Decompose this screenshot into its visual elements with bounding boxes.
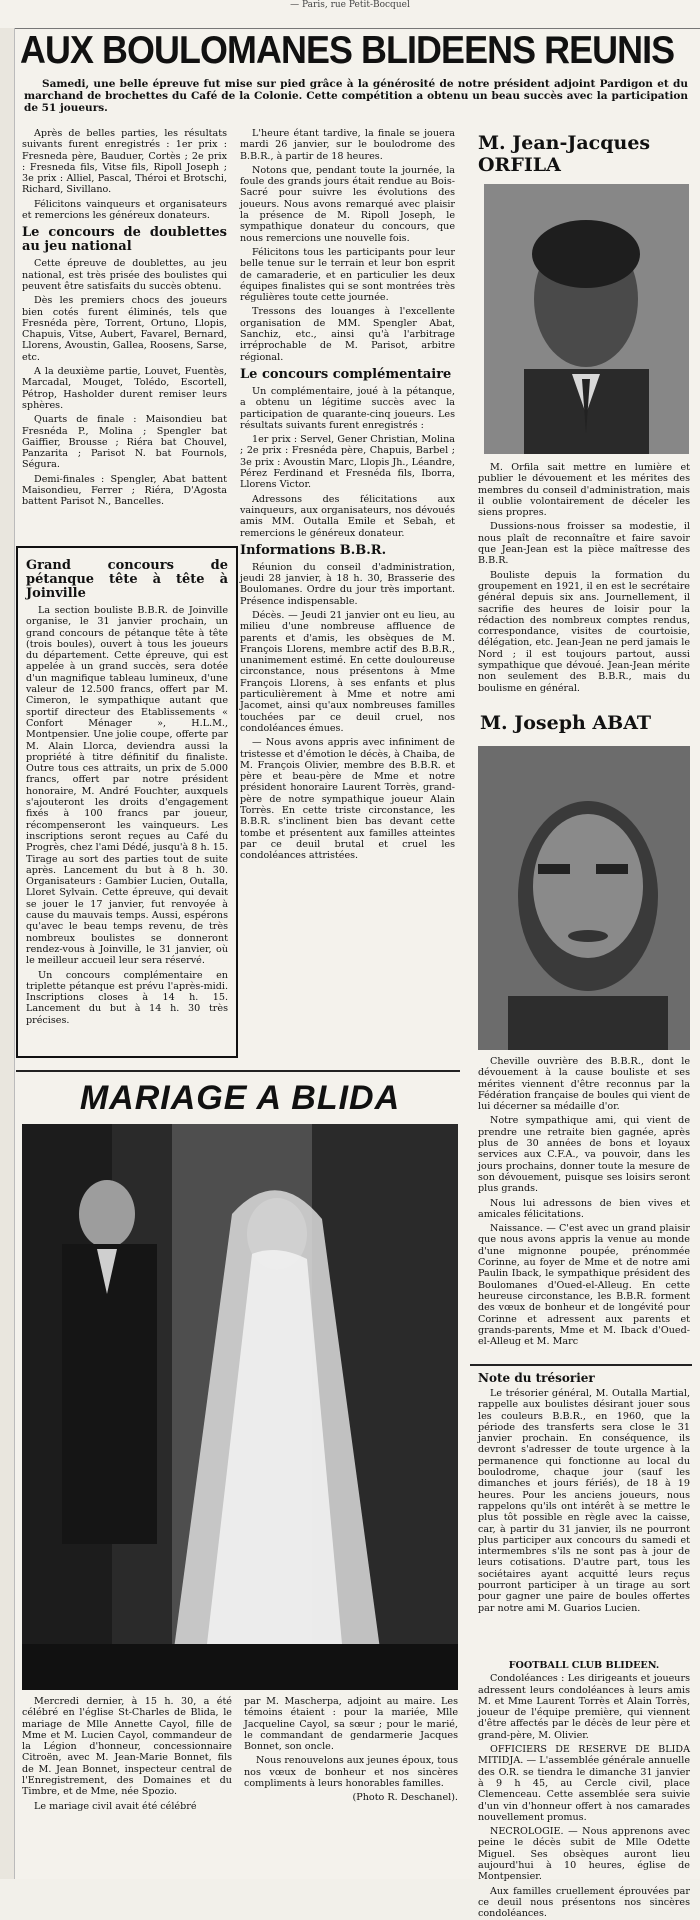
heading-informations: Informations B.B.R. [240, 542, 387, 558]
col2-p2: Notons que, pendant toute la journée, la foule des grands jours était rendue au Bois-Sacré pour suivre les évolutions des joueurs. Nous avons remarqué avec plaisir la présence de M. Ripoll Joseph, le sympathique donateur du concours, que nous remercions une nouvelle fois. [240, 164, 455, 244]
column-2 [240, 128, 455, 1040]
col2-p9: Décès. — Jeudi 21 janvier ont eu lieu, au milieu d'une nombreuse affluence de parents et d'amis, les obsèques de M. François Llorens, membre actif des B.B.R., unanimement estimé. En cette douloureuse circonstance, nous présentons à Mme François Llorens, à ses enfants et plus particulièrement à Mme et notre ami Jacomet, ainsi qu'aux nombreuses familles touchées par ce deuil cruel, nos condoléances émues. [240, 609, 455, 734]
tresorier-title: Note du trésorier [478, 1371, 595, 1385]
football-p2: OFFICIERS DE RESERVE DE BLIDA MITIDJA. — L'assemblée générale annuelle des O.R. se tiendra le dimanche 31 janvier à 9 h 45, au Cercle civil, place Clemenceau. Cette assemblée sera suivie d'un vin d'honneur offert à nos camarades nouvellement promus. [478, 1744, 690, 1823]
col2-p7: Adressons des félicitations aux vainqueurs, aux organisateurs, nos dévoués amis MM. Outalla Emile et Sebah, et remercions le généreux donateur. [240, 493, 455, 539]
football-title: FOOTBALL CLUB BLIDEEN. [508, 1660, 660, 1671]
mariage-caption-right [244, 1696, 458, 1872]
headline: AUX BOULOMANES BLIDEENS REUNIS [20, 29, 675, 72]
abat-photo [478, 746, 690, 1050]
orfila-text [478, 462, 690, 709]
abat-name: M. Joseph ABAT [480, 712, 652, 734]
heading-doublettes: Le concours de doublettes au jeu national [22, 225, 227, 255]
column-1 [22, 128, 227, 541]
tresorier-p1: Le trésorier général, M. Outalla Martial, rappelle aux boulistes désirant jouer sous les couleurs B.B.R., en 1960, que la période des transferts sera close le 31 janvier prochain. En conséquence, ils devront s'adresser de toute urgence à la permanence qui fonctionne au local du boulodrome, chaque jour (sauf les dimanches et jours fériés), de 18 à 19 heures. Pour les anciens joueurs, nous rappelons qu'ils ont intérêt à se mettre le plus tôt possible en règle avec la caisse, car, à partir du 31 janvier, ils ne pourront plus participer aux concours du samedi et intermembres s'ils ne sont pas à jour de leurs cotisations. D'autre part, tous les sociétaires ayant acquitté leurs reçus pourront participer à un tirage au sort pour gagner une paire de boules offertes par notre ami M. Guarios Lucien. [478, 1388, 690, 1614]
col2-p10: — Nous avons appris avec infiniment de tristesse et d'émotion le décès, à Chaiba, de M. François Olivier, membre des B.B.R. et père et beau-père de Mme et notre président honoraire Laurent Torrès, grand-père de notre sympathique joueur Alain Torrès. En cette triste circonstance, les B.B.R. s'inclinent bien bas devant cette tombe et présentent aux familles atteintes par ce deuil brutal et cruel les condoléances attristées. [240, 737, 455, 862]
col2-p8: Réunion du conseil d'administration, jeudi 28 janvier, à 18 h. 30, Brasserie des Boulomanes. Ordre du jour très important. Présence indispensable. [240, 561, 455, 607]
divider-tresorier [470, 1364, 692, 1366]
mariage-p1: Mercredi dernier, à 15 h. 30, a été célébré en l'église St-Charles de Blida, le mariage de Mlle Annette Cayol, fille de Mme et M. Lucien Cayol, commandeur de la Légion d'honneur, concessionnaire Citroën, avec M. Jean-Marie Bonnet, fils de M. Jean Bonnet, inspecteur central de l'Enregistrement, des Domaines et du Timbre, et de Mme, née Spozio. [22, 1696, 232, 1798]
football-text [478, 1660, 690, 1920]
col2-p4: Tressons des louanges à l'excellente organisation de MM. Spengler Abat, Sanchiz, etc., ainsi qu'à l'arbitrage irréprochable de M. Parisot, arbitre régional. [240, 306, 455, 363]
col2-p3: Félicitons tous les participants pour leur belle tenue sur le terrain et leur bon esprit de camaraderie, et en particulier les deux équipes finalistes qui se sont montrées très régulières toute cette journée. [240, 246, 455, 304]
abat-p2: Notre sympathique ami, qui vient de prendre une retraite bien gagnée, après plus de 30 années de bons et loyaux services aux C.F.A., va pouvoir, dans les jours prochains, donner toute la mesure de son dévouement, puisque ses loisirs seront plus grands. [478, 1115, 690, 1195]
mariage-p3: par M. Mascherpa, adjoint au maire. Les témoins étaient : pour la mariée, Mlle Jacqueline Cayol, sa sœur ; pour le marié, le commandant de gendarmerie Jacques Bonnet, son oncle. [244, 1696, 458, 1753]
divider-mariage [16, 1070, 460, 1072]
orfila-p3: Bouliste depuis la formation du groupement en 1921, il en est le secrétaire général depuis six ans. Journellement, il sacrifie des heures de loisir pour la rédaction des nombreux comptes rendus, correspondance, visites de courtoisie, délégation, etc. Jean-Jean ne perd jamais le Nord ; il est toujours partout, aussi sympathique que dévoué. Jean-Jean mérite non seulement des B.B.R., mais du boulisme en général. [478, 569, 690, 694]
col2-p1: L'heure étant tardive, la finale se jouera mardi 26 janvier, sur le boulodrome des B.B.R., à partir de 18 heures. [240, 128, 455, 162]
portrait-abat-image [478, 746, 690, 1050]
abat-text [478, 1056, 690, 1356]
col1-p5: A la deuxième partie, Louvet, Fuentès, Marcadal, Mouget, Tolédo, Escortell, Pétrop, Hasholder durent remiser leurs sphères. [22, 366, 227, 411]
margin-strip [0, 28, 15, 1879]
joinville-p1: La section bouliste B.B.R. de Joinville organise, le 31 janvier prochain, un grand concours de pétanque tête à tête (trois boules), ouvert à tous les joueurs du département. Cette épreuve, qui est appelée à un grand succès, sera dotée d'un magnifique tableau lumineux, d'une valeur de 12.500 francs, offert par M. Cimeron, le sympathique autant que sportif directeur des Etablissements « Confort Ménager », H.L.M., Montpensier. Une jolie coupe, offerte par M. Alain Llorca, deviendra aussi la propriété à titre définitif du finaliste. Outre tous ces attraits, un prix de 5.000 francs, offert par notre président honoraire, M. André Fouchter, auxquels s'ajouteront les droits d'engagement fixés à 100 francs par joueur, récompenseront les vainqueurs. Les inscriptions seront reçues au Café du Progrès, chez l'ami Dédé, jusqu'à 8 h. 15. Tirage au sort des parties tout de suite après. Lancement du but à 8 h. 30. Organisateurs : Gambier Lucien, Outalla, Lloret Sylvain. Cette épreuve, qui devait se jouer le 17 janvier, fut renvoyée à cause du mauvais temps. Aussi, espérons qu'avec le beau temps revenu, de très nombreux boulistes se donneront rendez-vous à Joinville, le 31 janvier, où le meilleur accueil leur sera réservé. [26, 605, 228, 967]
joinville-title: Grand concours de pétanque tête à tête à Joinville [26, 558, 228, 601]
abat-p1: Cheville ouvrière des B.B.R., dont le dévouement à la cause bouliste et ses mérites viennent d'être reconnus par la Fédération française de boules qui vient de lui décerner sa médaille d'or. [478, 1056, 690, 1113]
mariage-photo [22, 1124, 458, 1690]
football-p3: NECROLOGIE. — Nous apprenons avec peine le décès subit de Mlle Odette Miguel. Ses obsèques auront lieu aujourd'hui à 10 heures, église de Montpensier. [478, 1826, 690, 1883]
orfila-name: M. Jean-Jacques ORFILA [478, 132, 651, 176]
col1-p2: Félicitons vainqueurs et organisateurs et remercions les généreux donateurs. [22, 198, 227, 222]
col1-p7: Demi-finales : Spengler, Abat battent Maisondieu, Ferrer ; Riéra, D'Agosta battent Parisot N., Bancelles. [22, 473, 227, 508]
mariage-p4: Nous renouvelons aux jeunes époux, tous nos vœux de bonheur et nos sincères compliments à leurs honorables familles. [244, 1755, 458, 1790]
football-p1: Condoléances : Les dirigeants et joueurs adressent leurs condoléances à leurs amis M. et Mme Laurent Torrès et Alain Torrès, joueur de l'équipe première, qui viennent d'être affectés par le décès de leur père et grand-père, M. Olivier. [478, 1673, 690, 1741]
col1-p1: Après de belles parties, les résultats suivants furent enregistrés : 1er prix : Fresneda père, Bauduer, Cortès ; 2e prix : Fresneda fils, Vitse fils, Ripoll Joseph ; 3e prix : Alliel, Pascal, Théroi et Brotschi, Richard, Sivillano. [22, 128, 227, 196]
portrait-orfila-image [484, 184, 689, 454]
col1-p4: Dès les premiers chocs des joueurs bien cotés furent éliminés, tels que Fresnéda père, Torrent, Ortuno, Llopis, Chapuis, Vitse, Aubert, Favarel, Bernard, Llorens, Avoustin, Gallea, Roosens, Sarse, etc. [22, 295, 227, 363]
mariage-p2: Le mariage civil avait été célébré [34, 1800, 197, 1812]
football-p4: Aux familles cruellement éprouvées par ce deuil nous présentons nos sincères condoléances. [478, 1885, 690, 1920]
abat-p4: Naissance. — C'est avec un grand plaisir que nous avons appris la venue au monde d'une mignonne poupée, prénommée Corinne, au foyer de Mme et de notre ami Paulin Iback, le sympathique président des Boulomanes d'Oued-el-Alleug. En cette heureuse circonstance, les B.B.R. forment des vœux de bonheur et de longévité pour Corinne et adressent aux parents et grands-parents, Mme et M. Iback d'Oued-el-Alleug et M. Marc [478, 1223, 690, 1348]
lead-paragraph: Samedi, une belle épreuve fut mise sur pied grâce à la générosité de notre président adjoint Pardigon et du marchand de brochettes du Café de la Colonie. Cette compétition a obtenu un beau succès avec la participation de 51 joueurs. [24, 78, 688, 114]
abat-p3: Nous lui adressons de bien vives et amicales félicitations. [478, 1197, 690, 1220]
top-line: — Paris, rue Petit-Bocquel [0, 0, 700, 29]
col1-p3: Cette épreuve de doublettes, au jeu national, est très prisée des boulistes qui peuvent être satisfaits du succès obtenu. [22, 258, 227, 292]
wedding-photo-image [22, 1124, 458, 1690]
col2-p6: 1er prix : Servel, Gener Christian, Molina ; 2e prix : Fresnéda père, Chapuis, Barbel ; 3e prix : Avoustin Marc, Llopis Jh., Léandre, Pérez Ferdinand et Fresnéda fils, Iborra, Llorens Victor. [240, 434, 455, 491]
tresorier-text [478, 1368, 690, 1656]
col1-p6: Quarts de finale : Maisondieu bat Fresnéda P., Molina ; Spengler bat Gaiffier, Brousse ; Riéra bat Chouvel, Panzarita ; Parisot N. bat Fournols, Ségura. [22, 414, 227, 471]
photo-credit: (Photo R. Deschanel). [352, 1792, 458, 1804]
mariage-caption-left [22, 1696, 232, 1872]
col2-p5: Un complémentaire, joué à la pétanque, a obtenu un légitime succès avec la participation de quarante-cinq joueurs. Les résultats suivants furent enregistrés : [240, 385, 455, 431]
joinville-content [26, 554, 228, 1050]
orfila-photo [484, 184, 689, 454]
orfila-p1: M. Orfila sait mettre en lumière et publier le dévouement et les mérites des membres du conseil d'administration, mais il oublie volontairement de déceler les siens propres. [478, 462, 690, 519]
orfila-p2: Dussions-nous froisser sa modestie, il nous plaît de reconnaître et faire savoir que Jean-Jean est la pièce maîtresse des B.B.R. [478, 521, 690, 567]
heading-complementaire: Le concours complémentaire [240, 366, 452, 382]
joinville-p2: Un concours complémentaire en triplette pétanque est prévu l'après-midi. Inscriptions closes à 14 h. 15. Lancement du but à 14 h. 30 très précises. [26, 969, 228, 1026]
mariage-title: MARIAGE A BLIDA [79, 1079, 401, 1117]
joinville-box [16, 546, 238, 1058]
